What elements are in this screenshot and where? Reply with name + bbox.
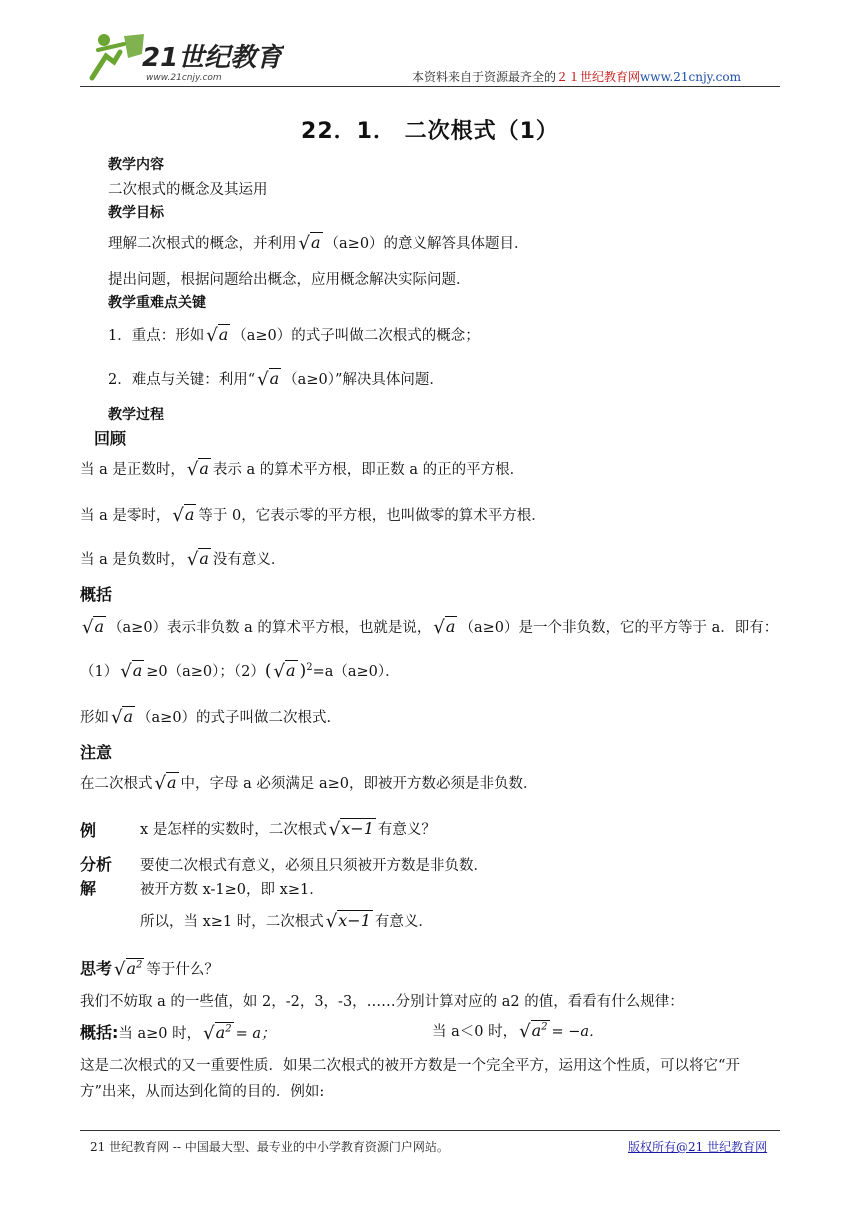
note-text: 在二次根式 √a 中，字母 a 必须满足 a≥0，即被开方数必须是非负数． <box>80 773 538 794</box>
property-line-2: 方”出来，从而达到化简的目的．例如: <box>80 1084 325 1100</box>
radical-sign: √ <box>114 959 126 980</box>
footer-copyright-link[interactable]: 版权所有@21 世纪教育网 <box>628 1140 768 1154</box>
header-rule <box>80 86 780 87</box>
heading-note: 注意 <box>80 743 113 762</box>
content-text: 二次根式的概念及其运用 <box>108 182 268 198</box>
sqrt-a: √a <box>154 773 177 794</box>
site-logo <box>84 28 284 86</box>
key-point-2: 2．难点与关键：利用“ √a （a≥0）”解决具体问题． <box>108 369 444 390</box>
page-title: 22．1． 二次根式（1） <box>301 119 559 144</box>
rule-line: 概括:当 a≥0 时， $√a^2 = a$； <box>80 1023 276 1044</box>
heading-content: 教学内容 <box>108 157 164 173</box>
radical-sign: √ <box>433 617 445 638</box>
sqrt-a: √a <box>186 549 209 570</box>
example-text: x 是怎样的实数时，二次根式 √x−1 有意义？ <box>140 819 436 840</box>
sqrt-x-minus-1: √x−1 <box>325 911 371 932</box>
sqrt-a: √a <box>111 707 134 728</box>
label-example: 例 <box>80 821 97 840</box>
think-line: 思考 $√a^2$ 等于什么？ <box>80 959 219 980</box>
sqrt-a: √a <box>82 617 105 638</box>
radical-sign: √ <box>257 369 269 390</box>
radical-sign: √ <box>206 325 218 346</box>
goal-1: 理解二次根式的概念，并利用 √a （a≥0）的意义解答具体题目． <box>108 233 529 254</box>
heading-review: 回顾 <box>94 429 127 448</box>
try-text: 我们不妨取 a 的一些值，如 2，-2，3，-3，……分别计算对应的 a2 的值，看看有什么规律： <box>80 994 684 1010</box>
heading-key-points: 教学重难点关键 <box>108 295 206 311</box>
svg-text:21世纪教育: 21世纪教育 <box>142 43 283 73</box>
radical-sign: √ <box>325 911 338 932</box>
header-site-name[interactable]: ２１世纪教育网 <box>556 70 641 84</box>
radical-sign: √ <box>120 661 132 682</box>
sqrt-a: √a <box>257 369 280 390</box>
footer-rule <box>80 1130 780 1131</box>
sqrt-a-squared: $√a^2$ <box>114 959 143 980</box>
heading-process: 教学过程 <box>108 407 164 423</box>
label-think: 思考 <box>80 959 113 978</box>
key-point-1: 1．重点：形如 √a （a≥0）的式子叫做二次根式的概念； <box>108 325 480 346</box>
analysis-text: 要使二次根式有意义，必须且只须被开方数是非负数． <box>140 858 488 874</box>
sqrt-a: √a <box>206 325 229 346</box>
header-site-url[interactable]: www.21cnjy.com <box>640 70 741 84</box>
property-line-1: 这是二次根式的又一重要性质．如果二次根式的被开方数是一个完全平方，运用这个性质，可以将它“开 <box>80 1058 740 1074</box>
radical-sign: √ <box>111 707 123 728</box>
review-1: 当 a 是正数时， √a 表示 a 的算术平方根，即正数 a 的正的平方根． <box>80 459 525 480</box>
review-3: 当 a 是负数时， √a 没有意义． <box>80 549 286 570</box>
radical-sign: √ <box>186 549 199 570</box>
radical-sign: √ <box>328 819 341 840</box>
solution-2: 所以，当 x≥1 时，二次根式 √x−1 有意义． <box>140 911 433 932</box>
sqrt-a: √a <box>298 233 321 254</box>
sqrt-x-minus-1: √x−1 <box>328 819 374 840</box>
radical-sign: √ <box>203 1023 215 1044</box>
label-analysis: 分析 <box>80 855 113 874</box>
header-source-note: 本资料来自于资源最齐全的２１世纪教育网www.21cnjy.com <box>412 70 741 84</box>
sqrt-a-squared: $√a^2$ <box>203 1023 232 1044</box>
summary-1: √a （a≥0）表示非负数 a 的算术平方根，也就是说， √a （a≥0）是一个非负数，它的平方等于 a．即有： <box>82 617 779 638</box>
heading-summary: 概括 <box>80 585 113 604</box>
sqrt-a: √a <box>186 459 209 480</box>
solution-1: 被开方数 x-1≥0，即 x≥1． <box>140 882 324 898</box>
radical-sign: √ <box>298 233 310 254</box>
rule-line-negative: 当 a＜0 时， $√a^2 = -a$． <box>432 1021 604 1042</box>
label-rule: 概括: <box>80 1023 119 1042</box>
radical-sign: √ <box>519 1021 531 1042</box>
radical-sign: √ <box>186 459 199 480</box>
label-solution: 解 <box>80 879 97 898</box>
radical-sign: √ <box>82 617 94 638</box>
review-2: 当 a 是零时， √a 等于 0，它表示零的平方根，也叫做零的算术平方根． <box>80 505 546 526</box>
svg-text:www.21cnjy.com: www.21cnjy.com <box>146 73 222 83</box>
sqrt-a-squared: $√a^2$ <box>519 1021 548 1042</box>
summary-2: （1） √a ≥0（a≥0）；（2）( √a )$^2$=a（a≥0）． <box>80 661 400 682</box>
heading-goals: 教学目标 <box>108 205 164 221</box>
radical-sign: √ <box>273 661 286 682</box>
footer-left-text: 21 世纪教育网 -- 中国最大型、最专业的中小学教育资源门户网站。 <box>90 1140 449 1154</box>
sqrt-a: √a <box>120 661 143 682</box>
radical-sign: √ <box>172 505 184 526</box>
summary-3: 形如 √a （a≥0）的式子叫做二次根式． <box>80 707 342 728</box>
sqrt-a: √a <box>433 617 456 638</box>
radical-sign: √ <box>154 773 166 794</box>
sqrt-a: √a <box>172 505 195 526</box>
goal-2: 提出问题，根据问题给出概念，应用概念解决实际问题． <box>108 272 471 288</box>
sqrt-a: √a <box>273 661 296 682</box>
